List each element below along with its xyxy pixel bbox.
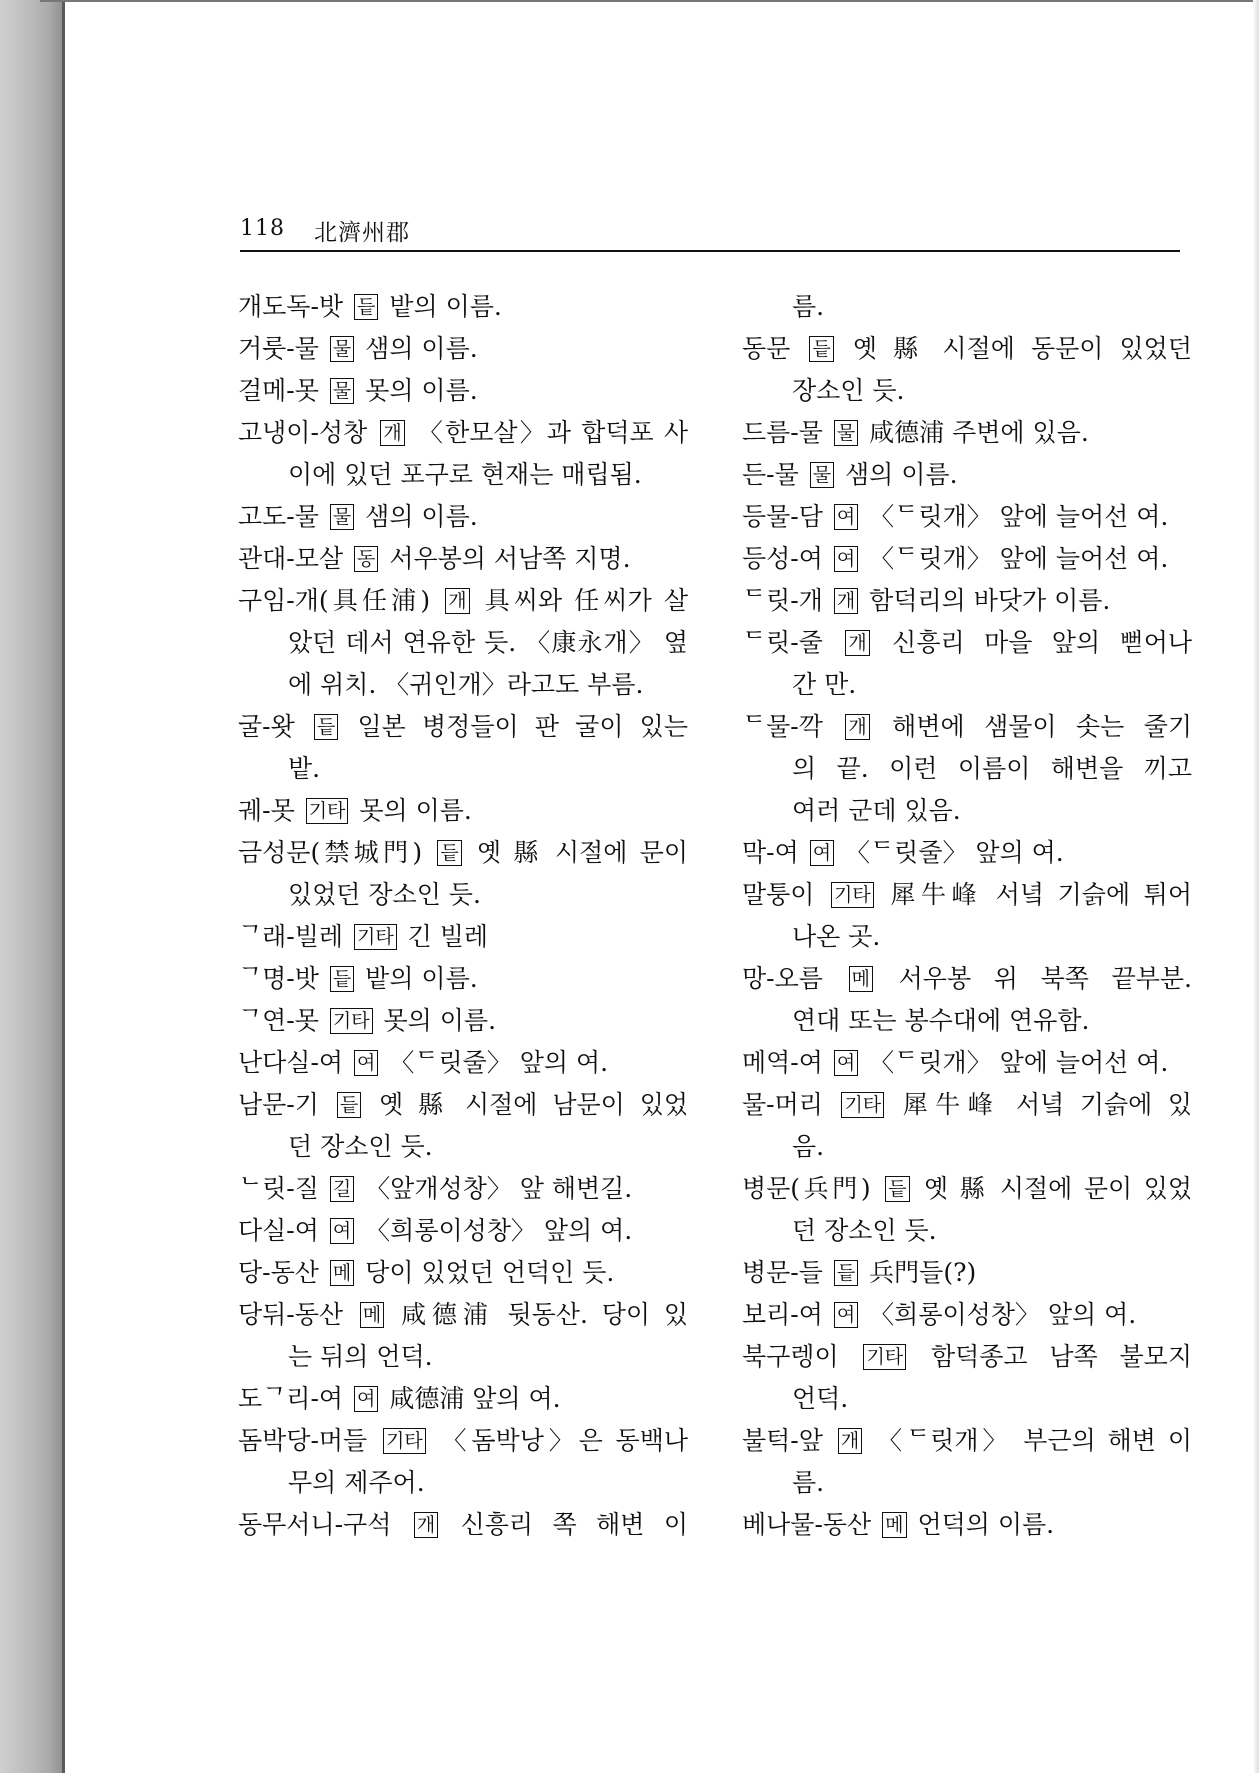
category-tag: 듵 bbox=[834, 1260, 858, 1286]
category-tag: 기타 bbox=[841, 1092, 884, 1118]
entry-text: 남문-기 bbox=[238, 1090, 319, 1119]
category-tag: 듵 bbox=[437, 840, 461, 866]
entry-continuation bbox=[238, 1126, 688, 1168]
category-tag: 물 bbox=[834, 420, 858, 446]
entry-text: 당뒤-동산 bbox=[238, 1300, 344, 1329]
entry-text: 걸메-못 bbox=[238, 376, 319, 405]
entry-continuation bbox=[742, 790, 1192, 832]
entry-text: 도ᄀ리-여 bbox=[238, 1384, 344, 1413]
entry-definition: 옛 縣 시절에 문이 bbox=[477, 838, 688, 867]
entry-text: ᄃ물-깍 bbox=[742, 712, 823, 741]
entry-definition: 해변에 샘물이 솟는 줄기 bbox=[892, 712, 1193, 741]
category-tag: 여 bbox=[330, 1218, 354, 1244]
category-tag: 개 bbox=[838, 1428, 862, 1454]
entry-continuation bbox=[238, 454, 688, 496]
category-tag: 듵 bbox=[354, 294, 378, 320]
entry-text: 드름-물 bbox=[742, 418, 823, 447]
dictionary-entry bbox=[238, 496, 688, 538]
category-tag: 기타 bbox=[831, 882, 874, 908]
entry-text: 든-물 bbox=[742, 460, 799, 489]
dictionary-entry bbox=[742, 1504, 1192, 1546]
entry-text: 금성문(禁城門) bbox=[238, 838, 423, 867]
dictionary-entry bbox=[742, 496, 1192, 538]
entry-continuation bbox=[742, 1000, 1192, 1042]
category-tag: 물 bbox=[330, 378, 354, 404]
category-tag: 듵 bbox=[809, 336, 833, 362]
entry-text: 관대-모살 bbox=[238, 544, 344, 573]
entry-continuation bbox=[238, 664, 688, 706]
category-tag: 듵 bbox=[337, 1092, 361, 1118]
entry-text: 개도독-밧 bbox=[238, 292, 344, 321]
category-tag: 기타 bbox=[863, 1344, 906, 1370]
entry-definition: 언덕의 이름. bbox=[917, 1510, 1055, 1539]
entry-text: 던 장소인 듯. bbox=[288, 1132, 433, 1161]
entry-definition: 밭의 이름. bbox=[389, 292, 502, 321]
entry-definition: 〈ᄃ릿개〉 앞에 늘어선 여. bbox=[869, 502, 1169, 531]
entry-definition: 서우봉의 서남쪽 지명. bbox=[389, 544, 631, 573]
category-tag: 기타 bbox=[383, 1428, 426, 1454]
dictionary-entry bbox=[238, 916, 688, 958]
dictionary-entry bbox=[742, 328, 1192, 370]
category-tag: 메 bbox=[849, 966, 873, 992]
entry-text: ᄃ릿-줄 bbox=[742, 628, 823, 657]
entry-text: 등물-담 bbox=[742, 502, 823, 531]
entry-text: 나온 곳. bbox=[792, 922, 881, 951]
entry-definition: 具씨와 任씨가 살 bbox=[484, 586, 689, 615]
dictionary-entry bbox=[238, 286, 688, 328]
dictionary-entry bbox=[238, 1168, 688, 1210]
entry-definition: 긴 빌레 bbox=[407, 922, 489, 951]
dictionary-entry bbox=[742, 1168, 1192, 1210]
category-tag: 개 bbox=[845, 630, 869, 656]
entry-definition: 일본 병정들이 판 굴이 있는 bbox=[357, 712, 688, 741]
running-title: 北濟州郡 bbox=[314, 220, 410, 246]
entry-definition: 〈ᄃ릿줄〉 앞의 여. bbox=[389, 1048, 609, 1077]
entry-definition: 샘의 이름. bbox=[845, 460, 958, 489]
entry-text: 막-여 bbox=[742, 838, 799, 867]
category-tag: 물 bbox=[330, 504, 354, 530]
entry-text: 름. bbox=[792, 292, 825, 321]
entry-text: 물-머리 bbox=[742, 1090, 823, 1119]
dictionary-entry bbox=[742, 1042, 1192, 1084]
entry-definition: 신흥리 마을 앞의 뻗어나 bbox=[892, 628, 1193, 657]
dictionary-entry bbox=[238, 706, 688, 748]
category-tag: 물 bbox=[810, 462, 834, 488]
entry-text: 거룻-물 bbox=[238, 334, 319, 363]
entry-text: 난다실-여 bbox=[238, 1048, 344, 1077]
entry-continuation bbox=[742, 1462, 1192, 1504]
entry-definition: 〈ᄃ릿개〉 앞에 늘어선 여. bbox=[869, 1048, 1169, 1077]
entry-text: ᄃ릿-개 bbox=[742, 586, 823, 615]
entry-text: 병문-들 bbox=[742, 1258, 823, 1287]
page-edge bbox=[0, 0, 64, 1773]
category-tag: 여 bbox=[834, 1302, 858, 1328]
entry-text: 궤-못 bbox=[238, 796, 295, 825]
entry-continuation bbox=[742, 748, 1192, 790]
dictionary-entry bbox=[238, 370, 688, 412]
entry-definition: 못의 이름. bbox=[359, 796, 472, 825]
entry-text: 간 만. bbox=[792, 670, 857, 699]
entry-definition: 〈희롱이성창〉 앞의 여. bbox=[365, 1216, 633, 1245]
entry-text: 동문 bbox=[742, 334, 791, 363]
entry-text: 망-오름 bbox=[742, 964, 823, 993]
category-tag: 개 bbox=[834, 588, 858, 614]
entry-text: 등성-여 bbox=[742, 544, 823, 573]
entry-text: 의 끝. 이런 이름이 해변을 끼고 bbox=[792, 754, 1192, 783]
entry-definition: 옛 縣 시절에 문이 있었 bbox=[924, 1174, 1192, 1203]
dictionary-entry bbox=[742, 580, 1192, 622]
category-tag: 물 bbox=[330, 336, 354, 362]
entry-definition: 咸德浦 앞의 여. bbox=[389, 1384, 561, 1413]
dictionary-entry bbox=[238, 1042, 688, 1084]
category-tag: 개 bbox=[445, 588, 469, 614]
category-tag: 기타 bbox=[330, 1008, 373, 1034]
entry-text: 동무서니-구석 bbox=[238, 1510, 392, 1539]
entry-text: 고도-물 bbox=[238, 502, 319, 531]
entry-continuation bbox=[742, 664, 1192, 706]
entry-text: 여러 군데 있음. bbox=[792, 796, 961, 825]
entry-text: 베나물-동산 bbox=[742, 1510, 872, 1539]
entry-text: 언덕. bbox=[792, 1384, 849, 1413]
entry-definition: 〈앞개성창〉 앞 해변길. bbox=[365, 1174, 633, 1203]
dictionary-entry bbox=[238, 1420, 688, 1462]
entry-definition: 犀牛峰 서녘 기슭에 튀어 bbox=[890, 880, 1192, 909]
entry-definition: 〈ᄃ릿개〉 부근의 해변 이 bbox=[877, 1426, 1192, 1455]
entry-continuation bbox=[742, 916, 1192, 958]
entry-text: 굴-왓 bbox=[238, 712, 295, 741]
entry-text: 메역-여 bbox=[742, 1048, 823, 1077]
entry-definition: 兵門들(?) bbox=[869, 1258, 977, 1287]
category-tag: 듵 bbox=[885, 1176, 909, 1202]
entry-text: 북구렝이 bbox=[742, 1342, 839, 1371]
entry-text: 던 장소인 듯. bbox=[792, 1216, 937, 1245]
entry-text: 밭. bbox=[288, 754, 321, 783]
left-column bbox=[238, 286, 688, 1546]
entry-text: 있었던 장소인 듯. bbox=[288, 880, 481, 909]
category-tag: 여 bbox=[810, 840, 834, 866]
category-tag: 여 bbox=[354, 1386, 378, 1412]
dictionary-entry bbox=[742, 1336, 1192, 1378]
entry-text: 당-동산 bbox=[238, 1258, 319, 1287]
entry-definition: 〈ᄃ릿줄〉 앞의 여. bbox=[845, 838, 1064, 867]
dictionary-entry bbox=[238, 1294, 688, 1336]
entry-continuation bbox=[742, 286, 1192, 328]
entry-text: ᄂ릿-질 bbox=[238, 1174, 319, 1203]
entry-definition: 〈돔박낭〉은 동백나 bbox=[441, 1426, 688, 1455]
entry-definition: 〈희롱이성창〉 앞의 여. bbox=[869, 1300, 1137, 1329]
entry-text: 돔박당-머들 bbox=[238, 1426, 368, 1455]
dictionary-entry bbox=[742, 538, 1192, 580]
dictionary-entry bbox=[742, 1252, 1192, 1294]
entry-continuation bbox=[742, 1210, 1192, 1252]
dictionary-entry bbox=[238, 1000, 688, 1042]
page-binding-line bbox=[62, 0, 65, 1773]
entry-text: 름. bbox=[792, 1468, 825, 1497]
entry-definition: 못의 이름. bbox=[365, 376, 478, 405]
dictionary-entry bbox=[238, 1210, 688, 1252]
entry-text: ᄀ래-빌레 bbox=[238, 922, 344, 951]
entry-definition: 당이 있었던 언덕인 듯. bbox=[365, 1258, 615, 1287]
dictionary-entry bbox=[742, 1294, 1192, 1336]
entry-text: 무의 제주어. bbox=[288, 1468, 425, 1497]
entry-continuation bbox=[742, 370, 1192, 412]
entry-text: 에 위치. 〈귀인개〉라고도 부름. bbox=[288, 670, 644, 699]
entry-text: 말퉁이 bbox=[742, 880, 815, 909]
entry-definition: 샘의 이름. bbox=[365, 334, 478, 363]
entry-definition: 옛 縣 시절에 남문이 있었 bbox=[379, 1090, 688, 1119]
dictionary-entry bbox=[238, 1504, 688, 1546]
entry-definition: 밭의 이름. bbox=[365, 964, 478, 993]
entry-continuation bbox=[238, 874, 688, 916]
category-tag: 개 bbox=[380, 420, 404, 446]
entry-text: 병문(兵門) bbox=[742, 1174, 871, 1203]
dictionary-entry bbox=[742, 412, 1192, 454]
dictionary-entry bbox=[238, 538, 688, 580]
entry-text: ᄀ명-밧 bbox=[238, 964, 319, 993]
entry-definition: 〈한모살〉과 합덕포 사 bbox=[417, 418, 688, 447]
category-tag: 개 bbox=[845, 714, 869, 740]
category-tag: 여 bbox=[354, 1050, 378, 1076]
dictionary-entry bbox=[742, 832, 1192, 874]
category-tag: 개 bbox=[414, 1512, 438, 1538]
entry-definition: 함덕리의 바닷가 이름. bbox=[869, 586, 1111, 615]
entry-definition: 犀牛峰 서녘 기슭에 있 bbox=[902, 1090, 1192, 1119]
entry-definition: 신흥리 쪽 해변 이 bbox=[460, 1510, 688, 1539]
entry-definition: 함덕종고 남쪽 불모지 bbox=[930, 1342, 1192, 1371]
dictionary-entry bbox=[742, 1084, 1192, 1126]
entry-continuation bbox=[238, 748, 688, 790]
category-tag: 메 bbox=[882, 1512, 906, 1538]
page-number: 118 bbox=[240, 216, 285, 241]
entry-text: 는 뒤의 언덕. bbox=[288, 1342, 433, 1371]
entry-text: 음. bbox=[792, 1132, 825, 1161]
entry-definition: 咸德浦 뒷동산. 당이 있 bbox=[401, 1300, 688, 1329]
category-tag: 기타 bbox=[354, 924, 397, 950]
running-header bbox=[240, 210, 1180, 252]
entry-text: 불턱-앞 bbox=[742, 1426, 823, 1455]
entry-continuation bbox=[742, 1378, 1192, 1420]
dictionary-entry bbox=[238, 1084, 688, 1126]
entry-continuation bbox=[238, 622, 688, 664]
entry-continuation bbox=[742, 1126, 1192, 1168]
category-tag: 동 bbox=[354, 546, 378, 572]
page-top-edge bbox=[40, 0, 1259, 2]
dictionary-entry bbox=[742, 706, 1192, 748]
entry-text: 다실-여 bbox=[238, 1216, 319, 1245]
dictionary-entry bbox=[238, 580, 688, 622]
entry-text: 연대 또는 봉수대에 연유함. bbox=[792, 1006, 1090, 1035]
entry-definition: 咸德浦 주변에 있음. bbox=[869, 418, 1089, 447]
entry-text: 구임-개(具任浦) bbox=[238, 586, 431, 615]
entry-definition: 샘의 이름. bbox=[365, 502, 478, 531]
category-tag: 듵 bbox=[330, 966, 354, 992]
entry-text: 장소인 듯. bbox=[792, 376, 905, 405]
dictionary-entry bbox=[238, 412, 688, 454]
category-tag: 길 bbox=[330, 1176, 354, 1202]
dictionary-entry bbox=[238, 1378, 688, 1420]
entry-text: 보리-여 bbox=[742, 1300, 823, 1329]
dictionary-entry bbox=[742, 454, 1192, 496]
right-column bbox=[742, 286, 1192, 1546]
category-tag: 여 bbox=[834, 546, 858, 572]
category-tag: 듵 bbox=[314, 714, 338, 740]
dictionary-entry bbox=[742, 622, 1192, 664]
dictionary-entry bbox=[742, 1420, 1192, 1462]
dictionary-entry bbox=[238, 790, 688, 832]
entry-text: ᄀ연-못 bbox=[238, 1006, 319, 1035]
dictionary-entry bbox=[238, 1252, 688, 1294]
entry-text: 았던 데서 연유한 듯. 〈康永개〉 옆 bbox=[288, 628, 688, 657]
category-tag: 기타 bbox=[306, 798, 349, 824]
dictionary-entry bbox=[238, 832, 688, 874]
category-tag: 메 bbox=[360, 1302, 384, 1328]
page-right-edge bbox=[1253, 0, 1259, 1773]
entry-definition: 서우봉 위 북쪽 끝부분. bbox=[898, 964, 1192, 993]
dictionary-entry bbox=[742, 958, 1192, 1000]
entry-continuation bbox=[238, 1336, 688, 1378]
category-tag: 여 bbox=[834, 504, 858, 530]
entry-definition: 못의 이름. bbox=[383, 1006, 497, 1035]
entry-continuation bbox=[238, 1462, 688, 1504]
category-tag: 여 bbox=[834, 1050, 858, 1076]
entry-text: 고냉이-성창 bbox=[238, 418, 368, 447]
dictionary-entry bbox=[238, 958, 688, 1000]
dictionary-entry bbox=[742, 874, 1192, 916]
entry-definition: 〈ᄃ릿개〉 앞에 늘어선 여. bbox=[869, 544, 1169, 573]
entry-text: 이에 있던 포구로 현재는 매립됨. bbox=[288, 460, 642, 489]
category-tag: 메 bbox=[330, 1260, 354, 1286]
dictionary-entry bbox=[238, 328, 688, 370]
entry-definition: 옛 縣 시절에 동문이 있었던 bbox=[852, 334, 1192, 363]
